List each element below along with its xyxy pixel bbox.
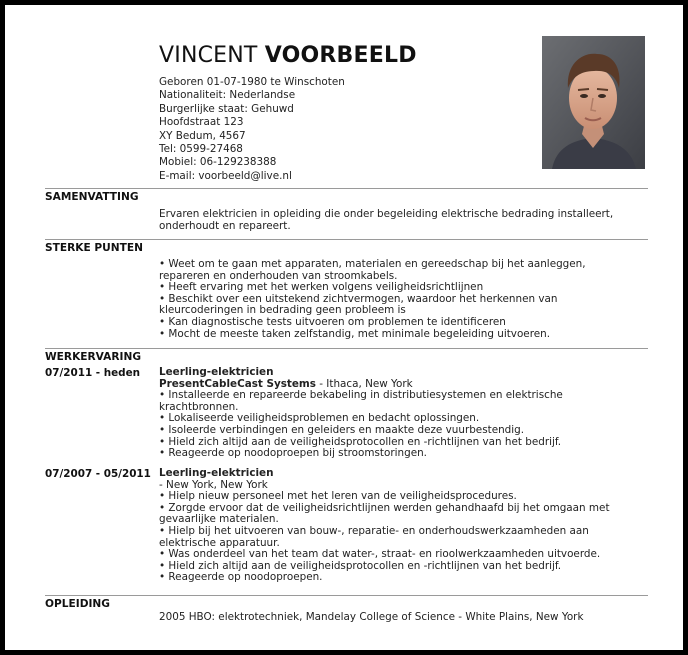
section-title-strengths: STERKE PUNTEN <box>45 242 143 254</box>
company-name: PresentCableCast Systems <box>159 377 316 390</box>
list-item: • Kan diagnostische tests uitvoeren om problemen te identificeren <box>159 315 506 328</box>
contact-line: Hoofdstraat 123 <box>159 116 244 129</box>
section-title-summary: SAMENVATTING <box>45 191 139 203</box>
list-item: • Weet om te gaan met apparaten, materialen en gereedschap bij het aanleggen, repareren en onderhouden van stroomkabels. <box>159 258 586 282</box>
job-date: 07/2007 - 05/2011 <box>45 468 151 480</box>
contact-line: Mobiel: 06-129238388 <box>159 156 277 169</box>
job-location: - Ithaca, New York <box>315 377 413 390</box>
education-text <box>159 612 639 624</box>
job-date: 07/2011 - heden <box>45 367 141 379</box>
candidate-name <box>159 43 417 68</box>
section-divider <box>45 188 648 189</box>
first-name: VINCENT <box>159 43 258 68</box>
list-item: • Hield zich altijd aan de veiligheidsprotocollen en -richtlijnen van het bedrijf. <box>159 559 562 572</box>
list-item: • Reageerde op noodoproepen bij stroomstoringen. <box>159 447 427 460</box>
section-divider <box>45 595 648 596</box>
contact-line: Geboren 01-07-1980 te Winschoten <box>159 76 345 88</box>
list-item: • Hielp bij het uitvoeren van bouw-, reparatie- en onderhoudswerkzaamheden aan elektrische apparatuur. <box>159 524 589 549</box>
list-item: • Isoleerde verbindingen en geleiders en maakte deze vuurbestendig. <box>159 423 525 436</box>
list-item: • Hield zich altijd aan de veiligheidsprotocollen en -richtlijnen van het bedrijf. <box>159 435 562 448</box>
section-divider <box>45 348 648 349</box>
education-entry: 2005 HBO: elektrotechniek, Mandelay College of Science - White Plains, New York <box>159 611 584 623</box>
contact-line: Burgerlijke staat: Gehuwd <box>159 102 294 115</box>
contact-line: XY Bedum, 4567 <box>159 129 246 142</box>
list-item: • Was onderdeel van het team dat water-, straat- en rioolwerkzaamheden uitvoerde. <box>159 548 601 561</box>
list-item: • Mocht de meeste taken zelfstandig, met minimale begeleiding uitvoeren. <box>159 327 551 340</box>
summary-paragraph: Ervaren elektricien in opleiding die onder begeleiding elektrische bedrading installeert, onderhoudt en repareert. <box>159 208 614 232</box>
job-entry <box>159 367 639 460</box>
job-title: Leerling-elektricien <box>159 366 274 378</box>
contact-line: Tel: 0599-27468 <box>159 143 243 156</box>
section-title-education: OPLEIDING <box>45 598 110 610</box>
list-item: • Beschikt over een uitstekend zichtvermogen, waardoor het herkennen van kleurcoderingen in bedrading geen probleem is <box>159 292 558 317</box>
contact-line: E-mail: voorbeeld@live.nl <box>159 169 292 182</box>
section-title-experience: WERKERVARING <box>45 351 142 363</box>
summary-text <box>159 209 639 232</box>
profile-photo <box>542 36 645 169</box>
portrait-image <box>542 36 645 169</box>
list-item: • Installeerde en repareerde bekabeling in distributiesystemen en elektrische krachtbronnen. <box>159 389 563 413</box>
strengths-list <box>159 259 639 340</box>
section-divider <box>45 239 648 240</box>
list-item: • Hielp nieuw personeel met het leren van de veiligheidsprocedures. <box>159 490 517 503</box>
list-item: • Reageerde op noodoproepen. <box>159 571 323 584</box>
contact-details <box>159 76 345 183</box>
job-entry <box>159 468 639 584</box>
job-location: - New York, New York <box>159 478 268 491</box>
list-item: • Heeft ervaring met het werken volgens veiligheidsrichtlijnen <box>159 281 484 294</box>
last-name: VOORBEELD <box>264 43 417 68</box>
job-title: Leerling-elektricien <box>159 467 274 479</box>
list-item: • Zorgde ervoor dat de veiligheidsrichtlijnen werden gehandhaafd bij het omgaan met gevaarlijke materialen. <box>159 501 610 526</box>
contact-line: Nationaliteit: Nederlandse <box>159 89 296 102</box>
list-item: • Lokaliseerde veiligheidsproblemen en bedacht oplossingen. <box>159 412 480 425</box>
